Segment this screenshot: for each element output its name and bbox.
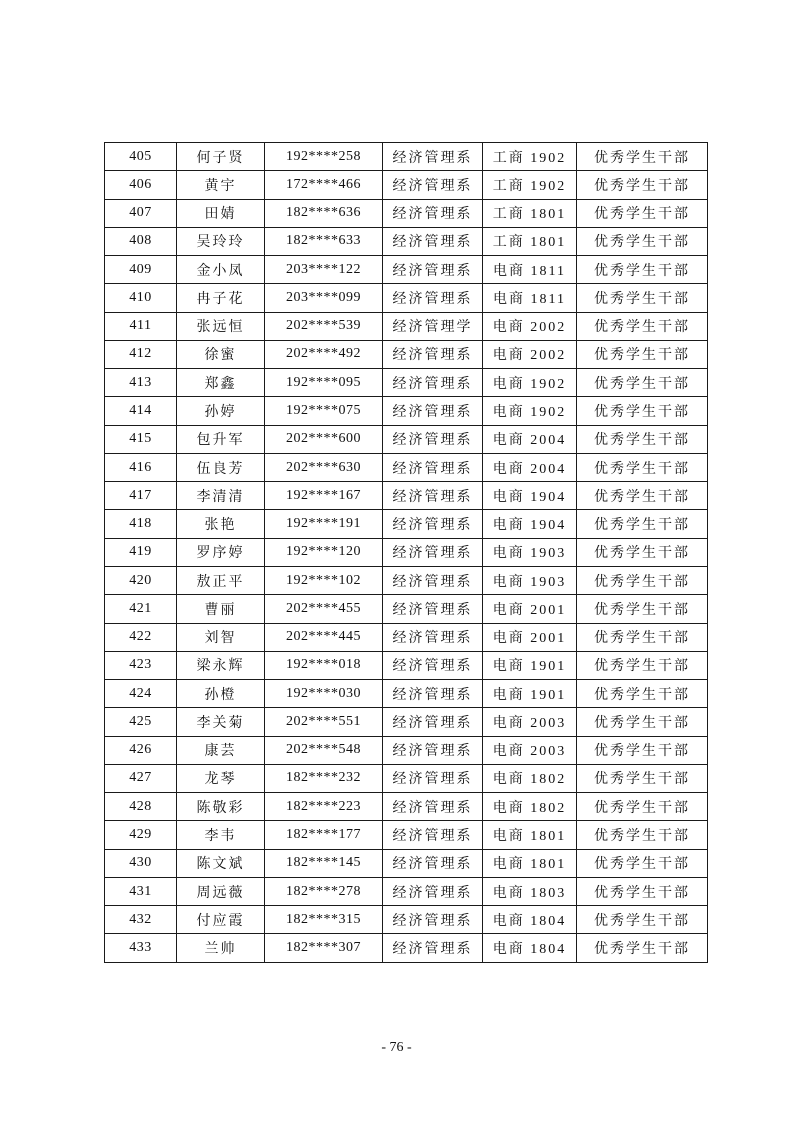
table-row — [105, 566, 708, 594]
cell-sequence-number: 407 — [105, 199, 177, 227]
cell-student-name: 付应霞 — [177, 906, 265, 934]
cell-sequence-number: 430 — [105, 849, 177, 877]
cell-student-id: 192****018 — [265, 651, 383, 679]
table-row — [105, 397, 708, 425]
cell-sequence-number: 432 — [105, 906, 177, 934]
award-table — [104, 142, 708, 963]
cell-sequence-number: 428 — [105, 793, 177, 821]
cell-department: 经济管理系 — [383, 227, 483, 255]
cell-department: 经济管理系 — [383, 821, 483, 849]
cell-department: 经济管理系 — [383, 340, 483, 368]
table-row — [105, 171, 708, 199]
cell-student-name: 陈文斌 — [177, 849, 265, 877]
cell-department: 经济管理系 — [383, 680, 483, 708]
cell-award-title: 优秀学生干部 — [577, 369, 708, 397]
cell-student-id: 192****120 — [265, 538, 383, 566]
cell-sequence-number: 426 — [105, 736, 177, 764]
cell-student-name: 康芸 — [177, 736, 265, 764]
cell-class: 电商 1802 — [483, 793, 577, 821]
cell-student-name: 梁永辉 — [177, 651, 265, 679]
cell-department: 经济管理系 — [383, 425, 483, 453]
cell-sequence-number: 427 — [105, 764, 177, 792]
table-row — [105, 651, 708, 679]
table-row — [105, 764, 708, 792]
table-row — [105, 482, 708, 510]
cell-sequence-number: 421 — [105, 595, 177, 623]
cell-department: 经济管理系 — [383, 595, 483, 623]
cell-class: 工商 1902 — [483, 143, 577, 171]
table-row — [105, 340, 708, 368]
cell-student-id: 192****030 — [265, 680, 383, 708]
cell-class: 工商 1801 — [483, 199, 577, 227]
cell-class: 电商 2003 — [483, 708, 577, 736]
cell-award-title: 优秀学生干部 — [577, 425, 708, 453]
cell-student-name: 金小凤 — [177, 256, 265, 284]
cell-sequence-number: 414 — [105, 397, 177, 425]
cell-student-name: 曹丽 — [177, 595, 265, 623]
cell-student-id: 192****075 — [265, 397, 383, 425]
table-row — [105, 256, 708, 284]
cell-sequence-number: 425 — [105, 708, 177, 736]
cell-sequence-number: 411 — [105, 312, 177, 340]
cell-student-id: 202****551 — [265, 708, 383, 736]
table-row — [105, 736, 708, 764]
cell-class: 电商 1903 — [483, 566, 577, 594]
cell-department: 经济管理系 — [383, 143, 483, 171]
cell-award-title: 优秀学生干部 — [577, 143, 708, 171]
cell-student-id: 182****307 — [265, 934, 383, 963]
cell-student-id: 182****145 — [265, 849, 383, 877]
cell-student-name: 刘智 — [177, 623, 265, 651]
cell-award-title: 优秀学生干部 — [577, 708, 708, 736]
cell-student-name: 陈敬彩 — [177, 793, 265, 821]
table-row — [105, 849, 708, 877]
cell-department: 经济管理系 — [383, 256, 483, 284]
cell-award-title: 优秀学生干部 — [577, 510, 708, 538]
cell-award-title: 优秀学生干部 — [577, 453, 708, 481]
cell-student-id: 182****278 — [265, 877, 383, 905]
cell-student-id: 202****445 — [265, 623, 383, 651]
cell-class: 电商 2003 — [483, 736, 577, 764]
cell-class: 电商 2001 — [483, 595, 577, 623]
cell-student-id: 192****191 — [265, 510, 383, 538]
cell-student-id: 192****167 — [265, 482, 383, 510]
cell-student-name: 孙橙 — [177, 680, 265, 708]
cell-student-name: 敖正平 — [177, 566, 265, 594]
cell-department: 经济管理系 — [383, 566, 483, 594]
cell-student-name: 包升军 — [177, 425, 265, 453]
cell-sequence-number: 415 — [105, 425, 177, 453]
cell-student-id: 192****102 — [265, 566, 383, 594]
cell-department: 经济管理系 — [383, 482, 483, 510]
award-table-body — [105, 143, 708, 963]
cell-student-id: 182****633 — [265, 227, 383, 255]
cell-sequence-number: 419 — [105, 538, 177, 566]
cell-department: 经济管理系 — [383, 199, 483, 227]
cell-award-title: 优秀学生干部 — [577, 793, 708, 821]
cell-student-name: 伍良芳 — [177, 453, 265, 481]
cell-student-id: 202****492 — [265, 340, 383, 368]
cell-award-title: 优秀学生干部 — [577, 227, 708, 255]
cell-class: 电商 1804 — [483, 906, 577, 934]
cell-sequence-number: 406 — [105, 171, 177, 199]
table-row — [105, 369, 708, 397]
cell-award-title: 优秀学生干部 — [577, 538, 708, 566]
cell-department: 经济管理系 — [383, 934, 483, 963]
table-row — [105, 595, 708, 623]
cell-student-id: 202****630 — [265, 453, 383, 481]
cell-class: 电商 1811 — [483, 284, 577, 312]
cell-award-title: 优秀学生干部 — [577, 906, 708, 934]
cell-class: 电商 1801 — [483, 849, 577, 877]
cell-class: 电商 2001 — [483, 623, 577, 651]
cell-department: 经济管理系 — [383, 736, 483, 764]
table-row — [105, 227, 708, 255]
cell-student-id: 192****095 — [265, 369, 383, 397]
cell-award-title: 优秀学生干部 — [577, 482, 708, 510]
cell-award-title: 优秀学生干部 — [577, 680, 708, 708]
cell-student-id: 192****258 — [265, 143, 383, 171]
cell-sequence-number: 416 — [105, 453, 177, 481]
cell-award-title: 优秀学生干部 — [577, 934, 708, 963]
cell-award-title: 优秀学生干部 — [577, 312, 708, 340]
cell-student-name: 黄宇 — [177, 171, 265, 199]
cell-student-id: 182****315 — [265, 906, 383, 934]
cell-student-name: 罗序婷 — [177, 538, 265, 566]
cell-class: 电商 1902 — [483, 369, 577, 397]
cell-student-id: 182****636 — [265, 199, 383, 227]
cell-student-id: 203****122 — [265, 256, 383, 284]
cell-award-title: 优秀学生干部 — [577, 256, 708, 284]
cell-student-id: 202****539 — [265, 312, 383, 340]
table-row — [105, 284, 708, 312]
cell-student-id: 202****600 — [265, 425, 383, 453]
cell-award-title: 优秀学生干部 — [577, 651, 708, 679]
page-number: - 76 - — [381, 1040, 412, 1055]
cell-award-title: 优秀学生干部 — [577, 764, 708, 792]
cell-department: 经济管理系 — [383, 453, 483, 481]
table-row — [105, 680, 708, 708]
cell-department: 经济管理系 — [383, 171, 483, 199]
cell-student-name: 孙婷 — [177, 397, 265, 425]
cell-department: 经济管理系 — [383, 877, 483, 905]
cell-student-name: 张远恒 — [177, 312, 265, 340]
cell-award-title: 优秀学生干部 — [577, 877, 708, 905]
cell-award-title: 优秀学生干部 — [577, 566, 708, 594]
cell-student-id: 182****223 — [265, 793, 383, 821]
table-row — [105, 312, 708, 340]
cell-department: 经济管理系 — [383, 369, 483, 397]
cell-student-name: 冉子花 — [177, 284, 265, 312]
cell-student-id: 172****466 — [265, 171, 383, 199]
table-row — [105, 623, 708, 651]
cell-sequence-number: 418 — [105, 510, 177, 538]
cell-student-id: 182****232 — [265, 764, 383, 792]
table-row — [105, 934, 708, 963]
cell-class: 电商 2002 — [483, 340, 577, 368]
cell-student-name: 徐蜜 — [177, 340, 265, 368]
cell-class: 电商 1901 — [483, 651, 577, 679]
cell-student-id: 202****455 — [265, 595, 383, 623]
cell-class: 电商 2002 — [483, 312, 577, 340]
table-row — [105, 199, 708, 227]
cell-award-title: 优秀学生干部 — [577, 397, 708, 425]
table-row — [105, 510, 708, 538]
cell-class: 电商 1804 — [483, 934, 577, 963]
cell-class: 电商 1801 — [483, 821, 577, 849]
cell-award-title: 优秀学生干部 — [577, 821, 708, 849]
cell-student-name: 何子贤 — [177, 143, 265, 171]
table-row — [105, 821, 708, 849]
cell-class: 电商 1904 — [483, 510, 577, 538]
cell-department: 经济管理系 — [383, 510, 483, 538]
cell-sequence-number: 424 — [105, 680, 177, 708]
table-row — [105, 906, 708, 934]
cell-department: 经济管理系 — [383, 623, 483, 651]
cell-student-id: 202****548 — [265, 736, 383, 764]
cell-student-name: 李清清 — [177, 482, 265, 510]
cell-class: 电商 1802 — [483, 764, 577, 792]
cell-sequence-number: 412 — [105, 340, 177, 368]
cell-department: 经济管理系 — [383, 708, 483, 736]
cell-award-title: 优秀学生干部 — [577, 340, 708, 368]
table-row — [105, 877, 708, 905]
cell-award-title: 优秀学生干部 — [577, 849, 708, 877]
cell-class: 电商 2004 — [483, 425, 577, 453]
cell-sequence-number: 423 — [105, 651, 177, 679]
cell-sequence-number: 417 — [105, 482, 177, 510]
cell-award-title: 优秀学生干部 — [577, 171, 708, 199]
cell-sequence-number: 429 — [105, 821, 177, 849]
cell-department: 经济管理系 — [383, 764, 483, 792]
cell-student-name: 田婧 — [177, 199, 265, 227]
cell-class: 电商 1803 — [483, 877, 577, 905]
table-row — [105, 425, 708, 453]
cell-class: 电商 1904 — [483, 482, 577, 510]
cell-student-name: 郑鑫 — [177, 369, 265, 397]
cell-sequence-number: 413 — [105, 369, 177, 397]
cell-department: 经济管理系 — [383, 906, 483, 934]
cell-department: 经济管理系 — [383, 284, 483, 312]
cell-student-id: 203****099 — [265, 284, 383, 312]
cell-class: 电商 1811 — [483, 256, 577, 284]
table-row — [105, 793, 708, 821]
cell-department: 经济管理系 — [383, 538, 483, 566]
cell-award-title: 优秀学生干部 — [577, 736, 708, 764]
cell-student-name: 龙琴 — [177, 764, 265, 792]
cell-department: 经济管理系 — [383, 793, 483, 821]
cell-student-name: 李关菊 — [177, 708, 265, 736]
cell-class: 工商 1801 — [483, 227, 577, 255]
cell-student-name: 张艳 — [177, 510, 265, 538]
cell-student-id: 182****177 — [265, 821, 383, 849]
table-row — [105, 538, 708, 566]
table-row — [105, 453, 708, 481]
cell-award-title: 优秀学生干部 — [577, 595, 708, 623]
cell-department: 经济管理学 — [383, 312, 483, 340]
cell-sequence-number: 410 — [105, 284, 177, 312]
cell-sequence-number: 433 — [105, 934, 177, 963]
cell-department: 经济管理系 — [383, 651, 483, 679]
cell-award-title: 优秀学生干部 — [577, 284, 708, 312]
cell-class: 电商 1901 — [483, 680, 577, 708]
cell-class: 电商 1903 — [483, 538, 577, 566]
cell-student-name: 兰帅 — [177, 934, 265, 963]
cell-department: 经济管理系 — [383, 397, 483, 425]
cell-sequence-number: 408 — [105, 227, 177, 255]
cell-award-title: 优秀学生干部 — [577, 199, 708, 227]
table-row — [105, 708, 708, 736]
cell-sequence-number: 409 — [105, 256, 177, 284]
cell-student-name: 吴玲玲 — [177, 227, 265, 255]
cell-award-title: 优秀学生干部 — [577, 623, 708, 651]
cell-class: 电商 1902 — [483, 397, 577, 425]
cell-department: 经济管理系 — [383, 849, 483, 877]
cell-student-name: 李韦 — [177, 821, 265, 849]
cell-class: 工商 1902 — [483, 171, 577, 199]
cell-sequence-number: 422 — [105, 623, 177, 651]
cell-sequence-number: 420 — [105, 566, 177, 594]
cell-sequence-number: 431 — [105, 877, 177, 905]
table-row — [105, 143, 708, 171]
cell-sequence-number: 405 — [105, 143, 177, 171]
cell-class: 电商 2004 — [483, 453, 577, 481]
cell-student-name: 周远薇 — [177, 877, 265, 905]
